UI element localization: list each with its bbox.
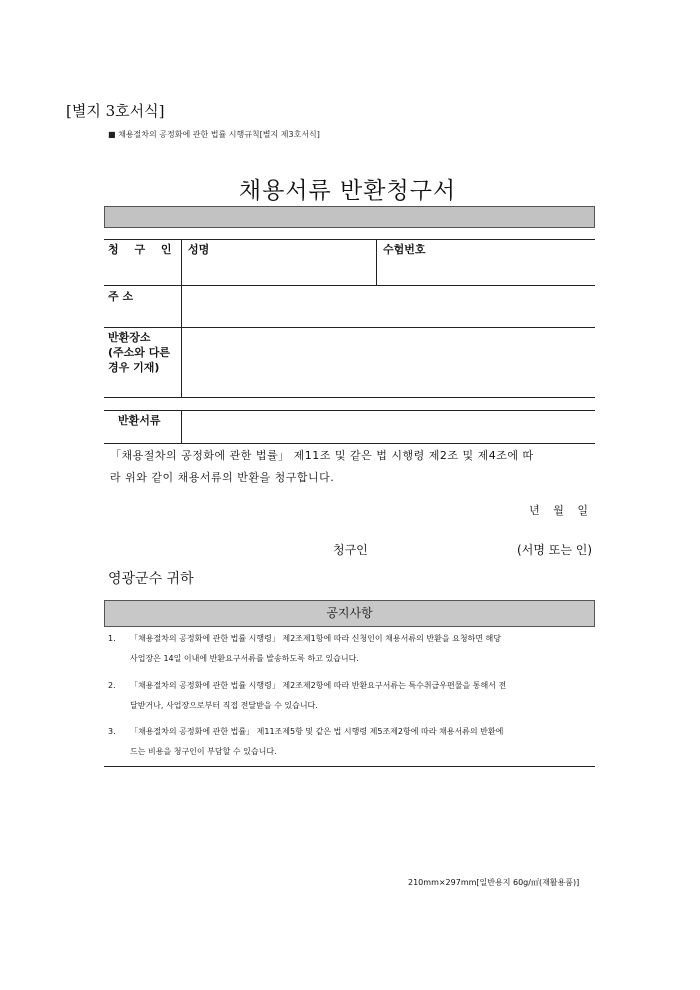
- notice-item-line: 「채용절차의 공정화에 관한 법률」 제11조제5항 및 같은 법 시행령 제5조제2항에 따라 채용서류의 반환에: [130, 727, 504, 736]
- form-number: [별지 3호서식]: [66, 102, 165, 120]
- notice-item-number: 1.: [108, 634, 116, 643]
- notice-item-line: 달받거나, 사업장으로부터 직접 전달받을 수 있습니다.: [130, 701, 318, 710]
- date-line: 년 월 일: [529, 504, 588, 517]
- regulation-reference: ■ 채용절차의 공정화에 관한 법률 시행규칙[별지 제3호서식]: [108, 130, 320, 139]
- notice-item-line: 사업장은 14일 이내에 반환요구서류를 발송하도록 하고 있습니다.: [130, 654, 359, 663]
- page-title: 채용서류 반환청구서: [238, 178, 457, 204]
- signature-label: (서명 또는 인): [517, 543, 592, 557]
- notice-item-number: 3.: [108, 727, 116, 736]
- statement-line-1: 「채용절차의 공정화에 관한 법률」 제11조 및 같은 법 시행령 제2조 및 제4조에 따: [110, 449, 534, 462]
- claimant-sign-label: 청구인: [333, 543, 368, 557]
- claimant-label: 청 구 인: [108, 243, 178, 256]
- notice-item-line: 드는 비용을 청구인이 부담할 수 있습니다.: [130, 747, 277, 756]
- name-label: 성명: [188, 243, 210, 256]
- return-place-label-2: (주소와 다른: [108, 346, 170, 359]
- statement-line-2: 라 위와 같이 채용서류의 반환을 청구합니다.: [110, 471, 335, 484]
- paper-size-note: 210mm×297mm[일반용지 60g/㎡(재활용품)]: [408, 878, 580, 887]
- notice-bottom-border: [104, 766, 595, 767]
- return-docs-label: 반환서류: [118, 414, 161, 427]
- request-statement: [110, 445, 595, 489]
- address-label: 주 소: [108, 290, 134, 303]
- notice-item-number: 2.: [108, 681, 116, 690]
- notice-header: 공지사항: [104, 600, 595, 627]
- notice-item-line: 「채용절차의 공정화에 관한 법률 시행령」 제2조제1항에 따라 신청인이 채용서류의 반환을 요청하면 해당: [130, 634, 501, 643]
- notice-item-line: 「채용절차의 공정화에 관한 법률 시행령」 제2조제2항에 따라 반환요구서류는 특수취급우편물을 통해서 전: [130, 681, 507, 690]
- exam-number-label: 수험번호: [383, 243, 426, 256]
- header-bar: [104, 206, 595, 228]
- return-place-label-1: 반환장소: [108, 331, 151, 344]
- return-place-label-3: 경우 기재): [108, 361, 160, 374]
- recipient: 영광군수 귀하: [108, 571, 194, 587]
